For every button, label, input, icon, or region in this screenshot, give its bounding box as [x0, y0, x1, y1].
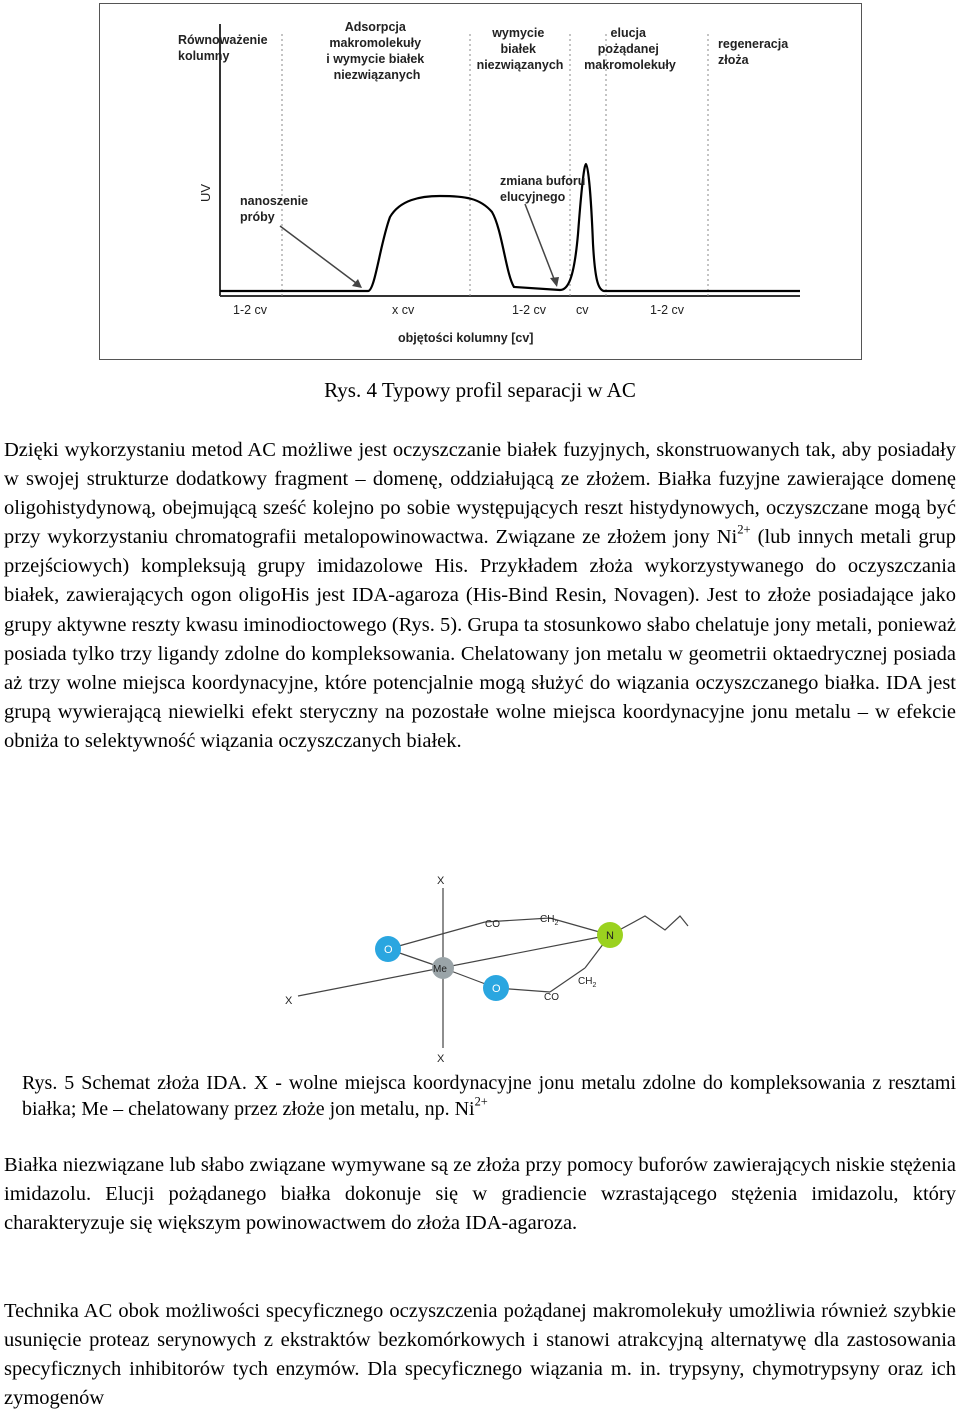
- figure-4-caption: Rys. 4 Typowy profil separacji w AC: [324, 378, 636, 402]
- x-axis-label: objętości kolumny [cv]: [398, 331, 534, 345]
- paragraph-1-text-b: (lub innych metali grup przejściowych) kompleksują grupy imidazolowe His. Przykładem złoża wykorzystywanego do oczyszczania białek, zawierających ogon oligoHis jest IDA-agaroza (His-Bind Resin, Novagen). Jest to złoże posiadające jako grupy aktywne reszty kwasu iminodioctowego (Rys. 5). Grupa ta stosunkowo słabo chelatuje jony metali, ponieważ posiada tylko trzy ligandy zdolne do kompleksowania. Chelatowany jon metalu w geometrii oktaedrycznej posiada aż trzy wolne miejsca koordynacyjne, które potencjalnie mogą służyć do wiązania oczyszczanego białka. IDA jest grupą wywierającą niewielki efekt steryczny na pozostałe wolne miejsca koordynacyjne jonu metalu – w efekcie obniża to selektywność wiązania oczyszczanych białek.: [4, 526, 956, 752]
- x-tick-1: 1-2 cv: [233, 303, 268, 317]
- label-n: N: [606, 930, 614, 942]
- paragraph-2: Białka niezwiązane lub słabo związane wymywane są ze złoża przy pomocy buforów zawierających niskie stężenia imidazolu. Elucji pożądanego białka dokonuje się w gradiencie wzrastającego stężenia imidazolu, który charakteryzuje się większym powinowactwem do złoża IDA-agaroza.: [4, 1154, 956, 1235]
- figure-5-caption-sup: 2+: [474, 1094, 488, 1109]
- label-ch2-2: $CH_2$: [578, 976, 597, 989]
- label-x-left: X: [285, 995, 293, 1007]
- ida-scheme-svg: [280, 870, 700, 1062]
- paragraph-1-text-a: Dzięki wykorzystaniu metod AC możliwe jest oczyszczanie białek fuzyjnych, skonstruowanych tak, aby posiadały w swojej strukturze dodatkowy fragment – domenę, oddziałującą ze złożem. Białka fuzyjne zawierające domenę oligohistydynową, obejmującą sześć kolejno po sobie występujących reszt histydynowych, oczyszczane mogą być przy wykorzystaniu chromatografii metalopowinowactwa. Związane ze złożem jony Ni: [4, 439, 956, 549]
- separation-profile-figure: [99, 3, 862, 360]
- label-x-top: X: [437, 875, 445, 887]
- bonds: [298, 888, 688, 1048]
- label-equilibration: Równoważenie kolumny: [178, 33, 268, 63]
- label-elution: elucja pożądanej makromolekuły: [584, 26, 676, 72]
- figure-5-caption: [22, 1070, 956, 1122]
- label-adsorption: Adsorpcja makromolekuły i wymycie białek niezwiązanych: [326, 20, 425, 82]
- paragraph-1-sup: 2+: [737, 522, 751, 537]
- ida-resin-scheme: [280, 870, 700, 1062]
- annotation-arrows: [280, 204, 556, 286]
- x-tick-2: x cv: [392, 303, 415, 317]
- label-o-1: O: [384, 944, 393, 956]
- label-ch2-1: $CH_2$: [540, 914, 559, 927]
- label-x-bottom: X: [437, 1053, 445, 1062]
- label-washout: wymycie białek niezwiązanych: [476, 26, 564, 72]
- label-co-1: CO: [485, 919, 500, 930]
- label-co-2: CO: [544, 992, 559, 1003]
- label-regeneration: regeneracja złoża: [718, 37, 789, 67]
- label-buffer-change: zmiana buforu elucyjnego: [500, 174, 586, 204]
- y-axis-label: UV: [198, 183, 213, 202]
- x-tick-3: 1-2 cv: [512, 303, 547, 317]
- x-tick-4: cv: [576, 303, 589, 317]
- label-sample-load: nanoszenie próby: [240, 194, 309, 224]
- x-tick-5: 1-2 cv: [650, 303, 685, 317]
- paragraph-1: [4, 436, 956, 756]
- label-me: Me: [433, 964, 447, 975]
- paragraph-3: Technika AC obok możliwości specyficznego oczyszczenia pożądanej makromolekuły umożliwia również szybkie usunięcie proteaz serynowych z ekstraktów bezkomórkowych i stanowi atrakcyjną alternatywę dla zastosowania specyficznych inhibitorów tych enzymów. Dla specyficznego wiązania m. in. trypsyny, chymotrypsyny oraz ich zymogenów: [4, 1300, 956, 1410]
- separation-profile-svg: [100, 4, 863, 361]
- label-o-2: O: [492, 983, 501, 995]
- arrow-head-buffer: [550, 277, 559, 287]
- figure-5-caption-text: Rys. 5 Schemat złoża IDA. X - wolne miejsca koordynacyjne jonu metalu zdolne do kompleksowania z resztami białka; Me – chelatowany przez złoże jon metalu, np. Ni: [22, 1072, 956, 1120]
